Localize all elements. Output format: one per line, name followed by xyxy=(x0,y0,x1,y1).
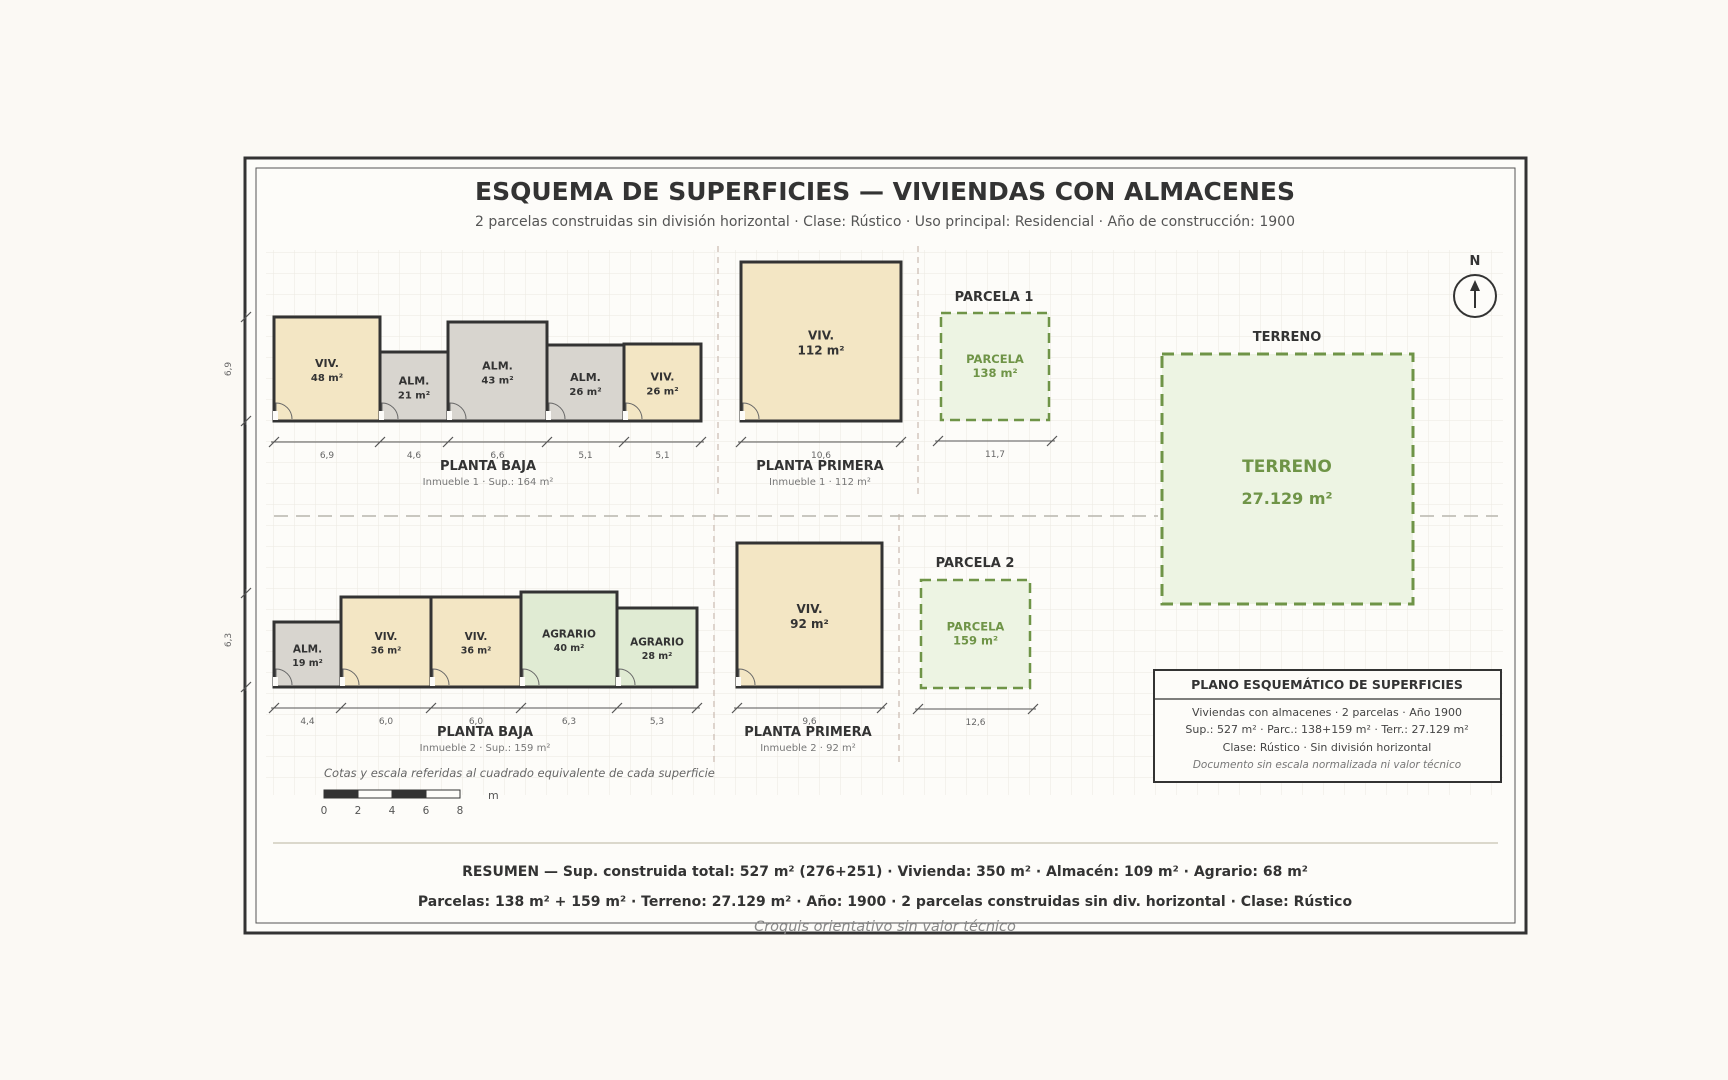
door-gap xyxy=(273,677,278,686)
legend-box xyxy=(1154,670,1501,782)
legend-line-2: Sup.: 527 m² · Parc.: 138+159 m² · Terr.: 27.129 m² xyxy=(1185,723,1469,736)
dimension-label: 12,6 xyxy=(965,718,986,728)
door-gap xyxy=(430,677,435,686)
top-ground-1-area: 48 m² xyxy=(310,373,344,384)
dimension-label: 11,7 xyxy=(984,450,1006,460)
top-ground-sub: Inmueble 1 · Sup.: 164 m² xyxy=(422,477,554,488)
legend-line-3: Clase: Rústico · Sin división horizontal xyxy=(1222,741,1432,754)
legend-line-4: Documento sin escala normalizada ni valor técnico xyxy=(1192,759,1462,771)
top-ground-3-area: 43 m² xyxy=(481,375,514,387)
terreno-name: TERRENO xyxy=(1242,457,1332,477)
door-gap xyxy=(623,411,628,420)
top-ground-5-name: VIV. xyxy=(650,370,675,384)
door-gap xyxy=(340,677,345,686)
north-label: N xyxy=(1469,254,1481,269)
parcel-1-header: PARCELA 1 xyxy=(954,290,1034,305)
parcel-2-name: PARCELA xyxy=(946,619,1005,634)
scale-segment xyxy=(426,790,460,798)
top-height-dimension-label: 6,9 xyxy=(224,361,234,377)
dimension-label: 6,0 xyxy=(378,717,394,727)
scale-segment xyxy=(392,790,426,798)
north-arrow-icon xyxy=(1454,275,1496,317)
scale-unit: m xyxy=(488,789,499,802)
door-gap xyxy=(447,411,452,420)
bottom-first-name: VIV. xyxy=(796,602,823,616)
footer-note: Croquis orientativo sin valor técnico xyxy=(754,919,1016,935)
dimension-label: 4,4 xyxy=(300,717,315,727)
terreno-area xyxy=(1162,354,1413,604)
bottom-ground-4-name: AGRARIO xyxy=(542,628,596,641)
parcel-2-area-value: 159 m² xyxy=(952,633,999,648)
top-ground-2-area: 21 m² xyxy=(397,390,431,402)
page-title: ESQUEMA DE SUPERFICIES — VIVIENDAS CON ALMACENES xyxy=(475,177,1295,206)
scale-segment xyxy=(358,790,392,798)
scale-note: Cotas y escala referidas al cuadrado equivalente de cada superficie xyxy=(324,766,715,780)
scale-tick-label: 2 xyxy=(354,805,362,817)
bottom-ground-2-name: VIV. xyxy=(374,631,398,643)
door-gap xyxy=(546,411,551,420)
legend-title: PLANO ESQUEMÁTICO DE SUPERFICIES xyxy=(1191,677,1463,692)
top-ground-3-name: ALM. xyxy=(482,359,513,373)
door-gap xyxy=(520,677,525,686)
top-first-area: 112 m² xyxy=(797,343,845,358)
bottom-ground-5-name: AGRARIO xyxy=(630,636,684,649)
door-gap xyxy=(740,411,745,420)
bottom-ground-label: PLANTA BAJA xyxy=(436,725,534,740)
parcel-2-header: PARCELA 2 xyxy=(935,556,1015,571)
scale-tick-label: 4 xyxy=(388,805,396,817)
terreno-area-value: 27.129 m² xyxy=(1241,489,1333,508)
summary-line-2: Parcelas: 138 m² + 159 m² · Terreno: 27.129 m² · Año: 1900 · 2 parcelas construidas sin div. horizontal · Clase: Rústico xyxy=(417,894,1353,910)
bottom-ground-2-area: 36 m² xyxy=(370,645,402,657)
parcel-1-area-value: 138 m² xyxy=(972,366,1018,380)
bottom-ground-1-name: ALM. xyxy=(292,643,323,656)
bottom-ground-3-name: VIV. xyxy=(464,631,488,643)
door-gap xyxy=(736,677,741,686)
dimension-label: 5,1 xyxy=(578,451,593,461)
top-first-name: VIV. xyxy=(807,328,835,343)
dimension-label: 5,1 xyxy=(655,451,670,461)
scale-tick-label: 0 xyxy=(320,805,328,817)
legend-line-1: Viviendas con almacenes · 2 parcelas · Año 1900 xyxy=(1192,706,1462,719)
dimension-label: 5,3 xyxy=(649,717,665,727)
top-ground-5-area: 26 m² xyxy=(646,386,679,398)
summary-line-1: RESUMEN — Sup. construida total: 527 m² (276+251) · Vivienda: 350 m² · Almacén: 109 m² · Agrario: 68 m² xyxy=(462,864,1308,880)
dimension-label: 4,6 xyxy=(406,451,422,461)
door-gap xyxy=(273,411,278,420)
scale-tick-label: 8 xyxy=(456,805,464,817)
bottom-first-area: 92 m² xyxy=(790,617,829,631)
page-subtitle: 2 parcelas construidas sin división horizontal · Clase: Rústico · Uso principal: Residencial · Año de construcción: 1900 xyxy=(475,214,1295,230)
top-ground-4-name: ALM. xyxy=(570,371,601,384)
bottom-ground-3-area: 36 m² xyxy=(460,645,492,657)
top-first-label: PLANTA PRIMERA xyxy=(756,459,884,474)
scale-tick-label: 6 xyxy=(422,805,430,817)
top-ground-1-name: VIV. xyxy=(315,357,339,370)
bottom-ground-sub: Inmueble 2 · Sup.: 159 m² xyxy=(419,743,551,754)
door-gap xyxy=(379,411,384,420)
top-ground-label: PLANTA BAJA xyxy=(439,459,537,474)
bottom-ground-5-area: 28 m² xyxy=(641,651,673,662)
bottom-height-dimension-label: 6,3 xyxy=(224,632,234,648)
dimension-label: 6,6 xyxy=(490,451,505,461)
parcel-1-name: PARCELA xyxy=(966,352,1024,366)
top-first-sub: Inmueble 1 · 112 m² xyxy=(769,477,871,488)
top-ground-4-area: 26 m² xyxy=(569,387,602,398)
dimension-label: 9,6 xyxy=(802,717,817,727)
bottom-ground-1-area: 19 m² xyxy=(292,658,323,669)
bottom-ground-4-area: 40 m² xyxy=(553,643,585,654)
dimension-label: 6,9 xyxy=(319,451,335,461)
bottom-first-label: PLANTA PRIMERA xyxy=(744,725,872,740)
dimension-label: 6,3 xyxy=(561,717,577,727)
door-gap xyxy=(616,677,621,686)
scale-segment xyxy=(324,790,358,798)
dimension-label: 6,0 xyxy=(468,717,484,727)
bottom-first-sub: Inmueble 2 · 92 m² xyxy=(760,743,856,754)
dimension-label: 10,6 xyxy=(810,451,832,461)
top-ground-2-name: ALM. xyxy=(398,374,430,388)
terreno-header: TERRENO xyxy=(1252,330,1322,345)
